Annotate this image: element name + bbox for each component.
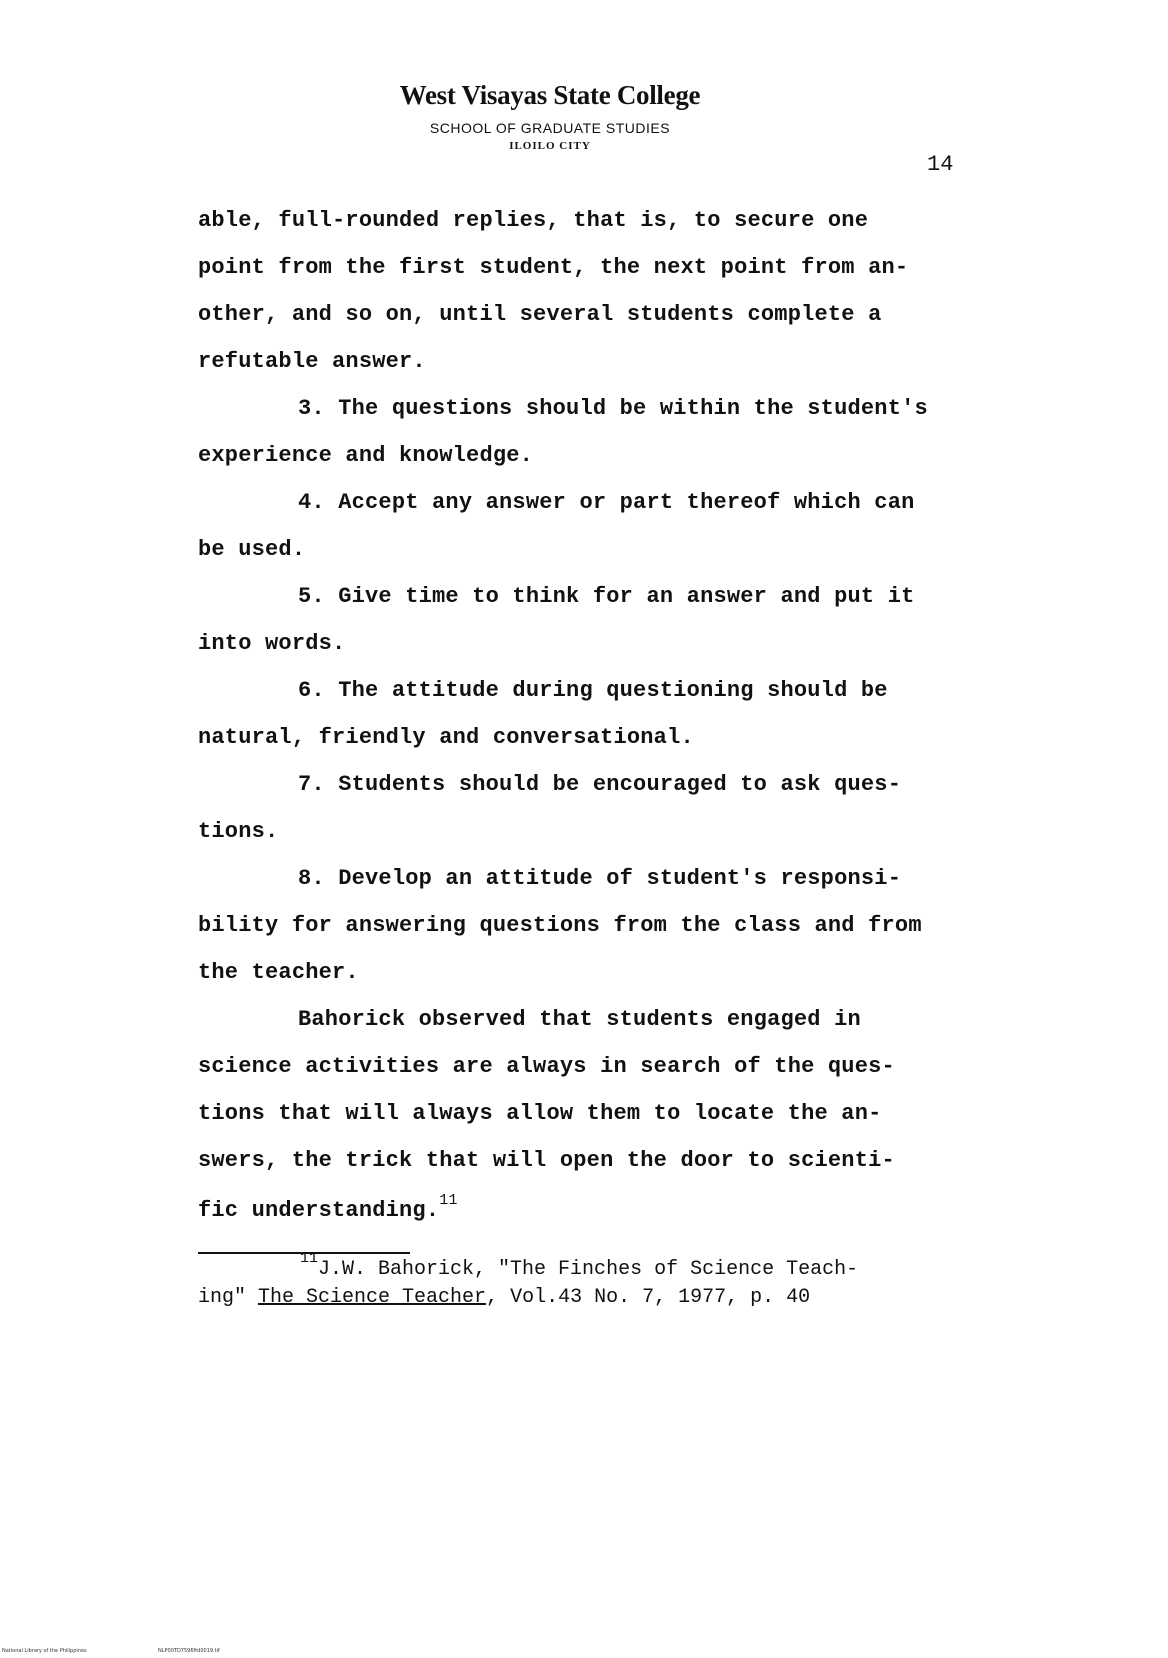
footnote-reference: 11 <box>439 1192 458 1209</box>
footnote-prefix: ing" <box>198 1286 259 1309</box>
body-line: tions that will always allow them to locate the an- <box>198 1101 882 1126</box>
institution-name: West Visayas State College <box>399 80 701 110</box>
body-line: Bahorick observed that students engaged in <box>298 1007 861 1032</box>
body-line: refutable answer. <box>198 349 426 374</box>
footnote-text: J.W. Bahorick, "The Finches of Science Teach- <box>318 1258 859 1281</box>
scan-stamp-filename: NLP00TD7596ftd0019.tif <box>158 1648 220 1654</box>
city-name: ILOILO CITY <box>509 140 591 152</box>
page-number: 14 <box>927 152 954 177</box>
body-line: the teacher. <box>198 960 359 985</box>
body-line: able, full-rounded replies, that is, to secure one <box>198 208 869 233</box>
body-line: be used. <box>198 537 306 562</box>
body-line: swers, the trick that will open the door to scienti- <box>198 1148 895 1173</box>
body-line: experience and knowledge. <box>198 443 534 468</box>
footnote-marker: 11 <box>300 1250 319 1267</box>
body-line: 8. Develop an attitude of student's responsi- <box>298 866 902 891</box>
scan-stamp-library: National Library of the Philippines <box>2 1648 87 1654</box>
footnote-line-2 <box>198 1286 810 1309</box>
body-line: bility for answering questions from the class and from <box>198 913 922 938</box>
body-line: science activities are always in search of the ques- <box>198 1054 895 1079</box>
body-line: 7. Students should be encouraged to ask ques- <box>298 772 902 797</box>
body-line: 3. The questions should be within the student's <box>298 396 928 421</box>
body-line: 5. Give time to think for an answer and put it <box>298 584 915 609</box>
body-line-text: fic understanding. <box>198 1198 440 1223</box>
body-line: point from the first student, the next point from an- <box>198 255 909 280</box>
body-line: other, and so on, until several students complete a <box>198 302 882 327</box>
body-line: tions. <box>198 819 279 844</box>
school-name: SCHOOL OF GRADUATE STUDIES <box>429 120 671 136</box>
body-line: 4. Accept any answer or part thereof which can <box>298 490 915 515</box>
body-line: natural, friendly and conversational. <box>198 725 694 750</box>
footnote-suffix: , Vol.43 No. 7, 1977, p. 40 <box>486 1286 811 1309</box>
body-line: 6. The attitude during questioning should be <box>298 678 888 703</box>
footnote-line-1 <box>300 1250 859 1281</box>
body-line: into words. <box>198 631 346 656</box>
journal-title: The Science Teacher <box>258 1286 487 1309</box>
body-line-last <box>198 1192 458 1223</box>
